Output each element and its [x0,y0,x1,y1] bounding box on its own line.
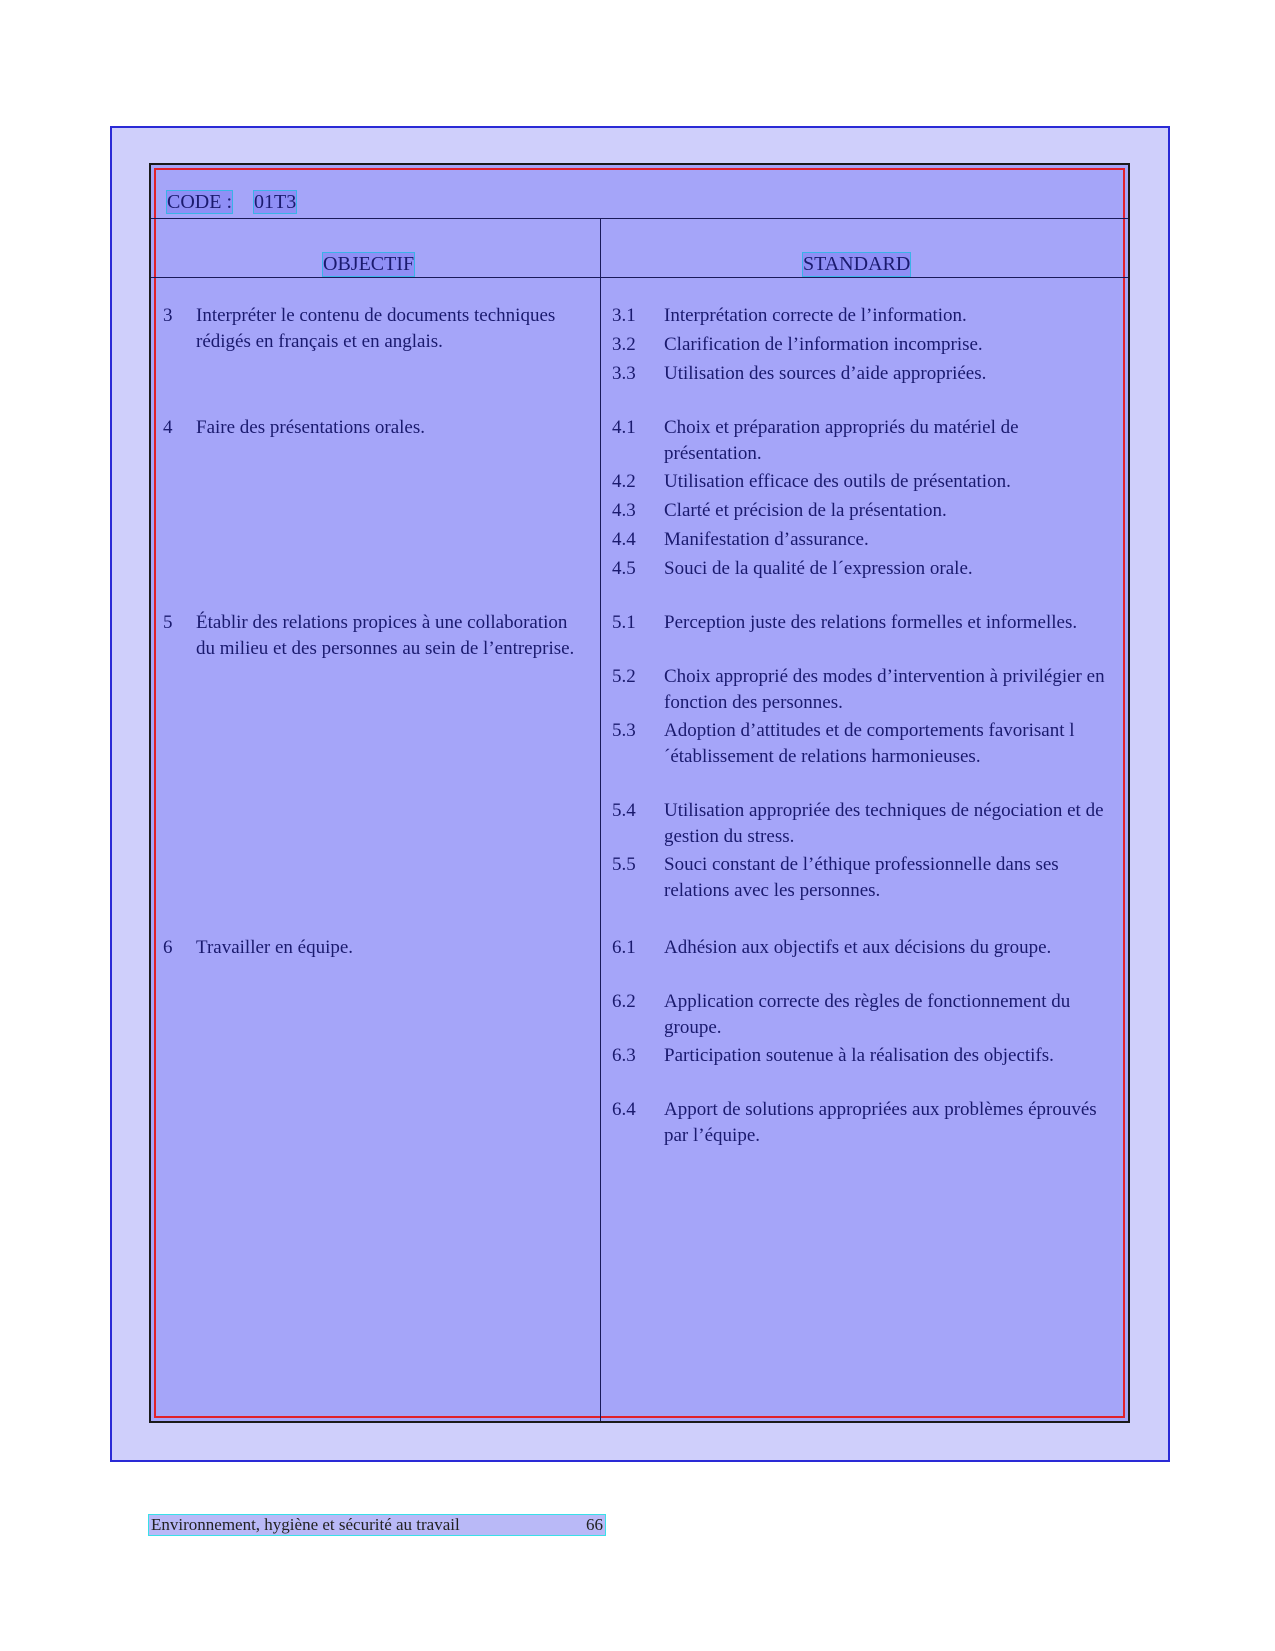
standard-number: 6.2 [612,991,636,1012]
objective-text: Interpréter le contenu de documents techniques rédigés en français et en anglais. [196,305,556,352]
objective-item [163,610,583,662]
standard-text: Souci constant de l’éthique professionnelle dans ses relations avec les personnes. [664,854,1059,901]
standard-number: 3.1 [612,305,636,326]
objective-item [163,935,583,961]
standard-item [612,610,1112,636]
standard-text: Participation soutenue à la réalisation des objectifs. [664,1045,1054,1066]
standard-item [612,664,1112,716]
standard-text: Adoption d’attitudes et de comportements favorisant l´établissement de relations harmonieuses. [664,720,1075,767]
standard-item [612,361,1112,387]
standard-item [612,332,1112,358]
standard-text: Application correcte des règles de fonctionnement du groupe. [664,991,1071,1038]
footer-title: Environnement, hygiène et sécurité au travail [151,1515,460,1534]
standard-number: 6.1 [612,937,636,958]
objective-text: Travailler en équipe. [196,937,354,958]
standard-number: 5.1 [612,612,636,633]
objective-number: 6 [163,937,173,958]
page-number: 66 [586,1515,603,1534]
standard-item [612,852,1112,904]
page-footer [149,1515,605,1535]
standard-item [612,1097,1112,1149]
standard-text: Apport de solutions appropriées aux problèmes éprouvés par l’équipe. [664,1099,1097,1146]
standard-text: Interprétation correcte de l’information. [664,305,967,326]
standard-text: Adhésion aux objectifs et aux décisions du groupe. [664,937,1052,958]
standard-number: 6.3 [612,1045,636,1066]
objective-number: 4 [163,417,173,438]
standard-number: 5.5 [612,854,636,875]
standard-text: Clarté et précision de la présentation. [664,500,947,521]
standard-item [612,556,1112,582]
standard-item [612,303,1112,329]
competency-table [149,163,1130,1423]
objective-item [163,415,583,441]
standard-item [612,718,1112,770]
standard-number: 3.2 [612,334,636,355]
standard-item [612,989,1112,1041]
standard-number: 4.4 [612,529,636,550]
standard-text: Manifestation d’assurance. [664,529,869,550]
objective-number: 5 [163,612,173,633]
standard-text: Souci de la qualité de l´expression orale. [664,558,973,579]
objective-header: OBJECTIF [323,253,415,275]
standard-item [612,415,1112,467]
standard-text: Utilisation appropriée des techniques de négociation et de gestion du stress. [664,800,1104,847]
standard-number: 4.2 [612,471,636,492]
objective-text: Faire des présentations orales. [196,417,425,438]
header-top-rule [151,218,1128,219]
standard-item [612,1043,1112,1069]
standard-text: Perception juste des relations formelles et informelles. [664,612,1078,633]
objective-item [163,303,583,355]
standard-number: 5.4 [612,800,636,821]
standard-text: Utilisation des sources d’aide appropriées. [664,363,987,384]
standard-text: Choix approprié des modes d’intervention à privilégier en fonction des personnes. [664,666,1105,713]
standard-text: Clarification de l’information incomprise. [664,334,983,355]
column-divider [600,218,601,1421]
standard-number: 5.3 [612,720,636,741]
standard-number: 4.3 [612,500,636,521]
code-label: CODE : [167,191,232,213]
standard-number: 3.3 [612,363,636,384]
standard-number: 4.1 [612,417,636,438]
objective-number: 3 [163,305,173,326]
standard-number: 6.4 [612,1099,636,1120]
code-line [167,191,296,214]
code-value: 01T3 [254,191,297,213]
standard-header: STANDARD [803,253,911,275]
standard-item [612,527,1112,553]
standard-item [612,498,1112,524]
standard-number: 4.5 [612,558,636,579]
standard-item [612,935,1112,961]
standard-text: Choix et préparation appropriés du matériel de présentation. [664,417,1019,464]
objective-text: Établir des relations propices à une collaboration du milieu et des personnes au sein de l’entreprise. [196,612,575,659]
standard-item [612,798,1112,850]
standard-text: Utilisation efficace des outils de présentation. [664,471,1011,492]
header-bottom-rule [151,277,1128,278]
standard-number: 5.2 [612,666,636,687]
standard-item [612,469,1112,495]
